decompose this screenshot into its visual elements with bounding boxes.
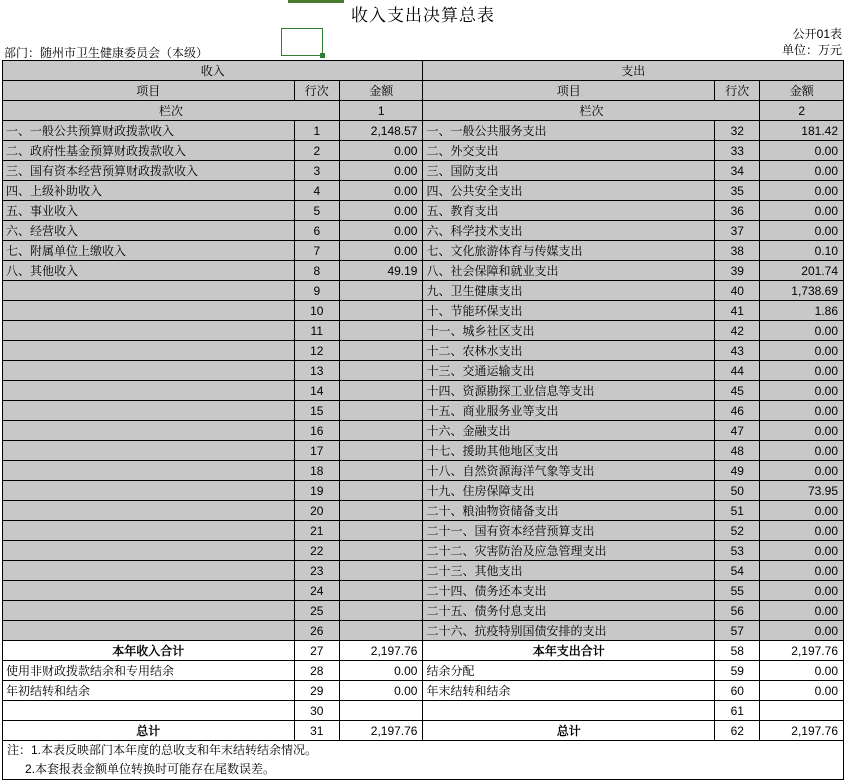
- cell-expense-amount[interactable]: 201.74: [760, 261, 844, 281]
- cell-income-item[interactable]: [3, 601, 295, 621]
- cell-expense-amount[interactable]: 1,738.69: [760, 281, 844, 301]
- cell-income-item[interactable]: 一、一般公共预算财政拨款收入: [3, 121, 295, 141]
- cell-expense-line[interactable]: 34: [715, 161, 760, 181]
- ref-number-income: 1: [340, 101, 423, 121]
- cell-expense-item[interactable]: 十四、资源勘探工业信息等支出: [423, 381, 715, 401]
- cell-expense-item[interactable]: [423, 701, 715, 721]
- cell-income-line[interactable]: 11: [294, 321, 339, 341]
- table-summary: [3, 641, 844, 741]
- cell-expense-item[interactable]: 十六、金融支出: [423, 421, 715, 441]
- cell-income-item[interactable]: 五、事业收入: [3, 201, 295, 221]
- table-row: [3, 361, 844, 381]
- table-row: [3, 561, 844, 581]
- cell-expense-line[interactable]: 57: [715, 621, 760, 641]
- cell-income-line[interactable]: 6: [294, 221, 339, 241]
- cell-income-item[interactable]: [3, 481, 295, 501]
- cell-income-line[interactable]: 18: [294, 461, 339, 481]
- cell-income-line[interactable]: 30: [294, 701, 339, 721]
- cell-income-item[interactable]: [3, 401, 295, 421]
- cell-expense-line[interactable]: 49: [715, 461, 760, 481]
- cell-expense-line[interactable]: 45: [715, 381, 760, 401]
- table-row: [3, 621, 844, 641]
- table-row: [3, 281, 844, 301]
- cell-expense-amount[interactable]: 0.00: [760, 621, 844, 641]
- cell-expense-amount[interactable]: 0.10: [760, 241, 844, 261]
- cell-expense-line[interactable]: 54: [715, 561, 760, 581]
- cell-income-amount[interactable]: 0.00: [340, 161, 423, 181]
- cell-expense-line[interactable]: 32: [715, 121, 760, 141]
- cell-income-line[interactable]: 13: [294, 361, 339, 381]
- table-row: [3, 601, 844, 621]
- cell-expense-amount[interactable]: 0.00: [760, 441, 844, 461]
- cell-expense-item[interactable]: 二十三、其他支出: [423, 561, 715, 581]
- cell-income-amount[interactable]: 0.00: [340, 141, 423, 161]
- cell-expense-item[interactable]: 十七、援助其他地区支出: [423, 441, 715, 461]
- cell-income-item[interactable]: [3, 581, 295, 601]
- cell-income-amount[interactable]: [340, 441, 423, 461]
- group-header-expense: 支出: [423, 61, 844, 81]
- cell-income-line[interactable]: 31: [294, 721, 339, 741]
- table-row: [3, 221, 844, 241]
- cell-expense-item[interactable]: 六、科学技术支出: [423, 221, 715, 241]
- budget-table: [2, 60, 844, 741]
- cell-income-item[interactable]: [3, 381, 295, 401]
- table-row: [3, 321, 844, 341]
- cell-income-line[interactable]: 29: [294, 681, 339, 701]
- table-row: [3, 341, 844, 361]
- cell-income-amount[interactable]: [340, 461, 423, 481]
- cell-income-line[interactable]: 14: [294, 381, 339, 401]
- cell-income-item[interactable]: 六、经营收入: [3, 221, 295, 241]
- notes-block: [2, 741, 844, 780]
- cell-income-line[interactable]: 19: [294, 481, 339, 501]
- cell-expense-amount[interactable]: 0.00: [760, 521, 844, 541]
- cell-income-line[interactable]: 23: [294, 561, 339, 581]
- table-row: [3, 121, 844, 141]
- cell-expense-line[interactable]: 43: [715, 341, 760, 361]
- col-header-income-amount: 金额: [340, 81, 423, 101]
- cell-expense-item[interactable]: 十一、城乡社区支出: [423, 321, 715, 341]
- cell-income-amount[interactable]: [340, 621, 423, 641]
- cell-income-line[interactable]: 2: [294, 141, 339, 161]
- cell-expense-item[interactable]: 结余分配: [423, 661, 715, 681]
- form-code: 公开01表: [792, 27, 842, 41]
- cell-expense-item[interactable]: 九、卫生健康支出: [423, 281, 715, 301]
- cell-income-amount[interactable]: 0.00: [340, 681, 423, 701]
- cell-income-line[interactable]: 9: [294, 281, 339, 301]
- cell-income-amount[interactable]: [340, 361, 423, 381]
- cell-income-item[interactable]: 本年收入合计: [3, 641, 295, 661]
- cell-income-item[interactable]: 二、政府性基金预算财政拨款收入: [3, 141, 295, 161]
- cell-expense-item[interactable]: 七、文化旅游体育与传媒支出: [423, 241, 715, 261]
- cell-expense-line[interactable]: 47: [715, 421, 760, 441]
- cell-income-line[interactable]: 4: [294, 181, 339, 201]
- cell-expense-amount[interactable]: 0.00: [760, 501, 844, 521]
- cell-income-amount[interactable]: 0.00: [340, 181, 423, 201]
- cell-expense-line[interactable]: 58: [715, 641, 760, 661]
- cell-income-line[interactable]: 1: [294, 121, 339, 141]
- cell-income-amount[interactable]: 0.00: [340, 661, 423, 681]
- cell-income-line[interactable]: 21: [294, 521, 339, 541]
- cell-expense-item[interactable]: 二十一、国有资本经营预算支出: [423, 521, 715, 541]
- cell-income-line[interactable]: 3: [294, 161, 339, 181]
- cell-income-amount[interactable]: [340, 321, 423, 341]
- cell-expense-item[interactable]: 二十、粮油物资储备支出: [423, 501, 715, 521]
- cell-expense-line[interactable]: 39: [715, 261, 760, 281]
- ref-label-expense: 栏次: [423, 101, 760, 121]
- cell-income-line[interactable]: 7: [294, 241, 339, 261]
- cell-expense-amount[interactable]: 73.95: [760, 481, 844, 501]
- cell-income-item[interactable]: [3, 461, 295, 481]
- cell-income-item[interactable]: [3, 541, 295, 561]
- cell-income-amount[interactable]: 0.00: [340, 201, 423, 221]
- cell-income-line[interactable]: 5: [294, 201, 339, 221]
- cell-expense-amount[interactable]: 2,197.76: [760, 721, 844, 741]
- cell-expense-item[interactable]: 二十二、灾害防治及应急管理支出: [423, 541, 715, 561]
- cell-income-line[interactable]: 27: [294, 641, 339, 661]
- header-right-block: [782, 26, 842, 58]
- cell-income-amount[interactable]: [340, 481, 423, 501]
- cell-expense-amount[interactable]: 0.00: [760, 541, 844, 561]
- cell-expense-amount[interactable]: 0.00: [760, 201, 844, 221]
- cell-income-amount[interactable]: [340, 341, 423, 361]
- cell-expense-amount[interactable]: 0.00: [760, 141, 844, 161]
- cell-expense-amount[interactable]: 0.00: [760, 321, 844, 341]
- table-row: [3, 201, 844, 221]
- cell-income-line[interactable]: 20: [294, 501, 339, 521]
- table-column-header-row: [3, 81, 844, 101]
- cell-expense-item[interactable]: 二十四、债务还本支出: [423, 581, 715, 601]
- cell-expense-line[interactable]: 44: [715, 361, 760, 381]
- cell-expense-line[interactable]: 36: [715, 201, 760, 221]
- cell-expense-line[interactable]: 60: [715, 681, 760, 701]
- cell-expense-amount[interactable]: 0.00: [760, 561, 844, 581]
- table-row: [3, 501, 844, 521]
- cell-expense-amount[interactable]: [760, 701, 844, 721]
- cell-income-line[interactable]: 16: [294, 421, 339, 441]
- cell-expense-amount[interactable]: 0.00: [760, 221, 844, 241]
- cell-expense-amount[interactable]: 0.00: [760, 381, 844, 401]
- cell-expense-line[interactable]: 53: [715, 541, 760, 561]
- table-row: [3, 261, 844, 281]
- cell-income-amount[interactable]: 2,148.57: [340, 121, 423, 141]
- cell-expense-item[interactable]: 十二、农林水支出: [423, 341, 715, 361]
- table-row: [3, 581, 844, 601]
- cell-selection-box[interactable]: [281, 28, 323, 56]
- cell-expense-amount[interactable]: 0.00: [760, 581, 844, 601]
- cell-income-item[interactable]: [3, 621, 295, 641]
- table-row: [3, 421, 844, 441]
- table-row: [3, 301, 844, 321]
- cell-expense-amount[interactable]: 0.00: [760, 421, 844, 441]
- cell-expense-item[interactable]: 十三、交通运输支出: [423, 361, 715, 381]
- meta-row: [0, 26, 846, 60]
- cell-income-item[interactable]: 三、国有资本经营预算财政拨款收入: [3, 161, 295, 181]
- title-row: [0, 0, 846, 26]
- cell-income-amount[interactable]: [340, 701, 423, 721]
- table-summary-row: [3, 721, 844, 741]
- table-ref-row: [3, 101, 844, 121]
- table-row: [3, 241, 844, 261]
- cell-expense-amount[interactable]: 0.00: [760, 601, 844, 621]
- cell-income-line[interactable]: 17: [294, 441, 339, 461]
- cell-expense-line[interactable]: 41: [715, 301, 760, 321]
- cell-income-item[interactable]: [3, 701, 295, 721]
- cell-expense-item[interactable]: 三、国防支出: [423, 161, 715, 181]
- cell-expense-line[interactable]: 35: [715, 181, 760, 201]
- cell-income-item[interactable]: [3, 521, 295, 541]
- cell-expense-amount[interactable]: 181.42: [760, 121, 844, 141]
- cell-income-item[interactable]: [3, 321, 295, 341]
- cell-income-line[interactable]: 8: [294, 261, 339, 281]
- cell-income-amount[interactable]: [340, 421, 423, 441]
- table-group-header-row: [3, 61, 844, 81]
- cell-expense-amount[interactable]: 0.00: [760, 461, 844, 481]
- cell-income-amount[interactable]: [340, 521, 423, 541]
- table-body: [3, 121, 844, 641]
- cell-income-amount[interactable]: [340, 281, 423, 301]
- cell-expense-line[interactable]: 56: [715, 601, 760, 621]
- cell-income-line[interactable]: 10: [294, 301, 339, 321]
- cell-expense-amount[interactable]: 0.00: [760, 681, 844, 701]
- table-row: [3, 161, 844, 181]
- cell-expense-amount[interactable]: 0.00: [760, 341, 844, 361]
- selection-marker: [288, 0, 344, 3]
- ref-number-expense: 2: [760, 101, 844, 121]
- note-line: 注：1.本表反映部门本年度的总收支和年末结转结余情况。: [3, 741, 843, 760]
- table-summary-row: [3, 681, 844, 701]
- cell-income-line[interactable]: 22: [294, 541, 339, 561]
- cell-expense-item[interactable]: 十、节能环保支出: [423, 301, 715, 321]
- cell-expense-item[interactable]: 二十六、抗疫特别国债安排的支出: [423, 621, 715, 641]
- col-header-expense-item: 项目: [423, 81, 715, 101]
- cell-expense-line[interactable]: 50: [715, 481, 760, 501]
- cell-income-amount[interactable]: [340, 401, 423, 421]
- cell-income-item[interactable]: 八、其他收入: [3, 261, 295, 281]
- cell-income-item[interactable]: 使用非财政拨款结余和专用结余: [3, 661, 295, 681]
- cell-expense-amount[interactable]: 2,197.76: [760, 641, 844, 661]
- cell-expense-item[interactable]: 五、教育支出: [423, 201, 715, 221]
- col-header-expense-line: 行次: [715, 81, 760, 101]
- cell-expense-amount[interactable]: 0.00: [760, 161, 844, 181]
- table-row: [3, 441, 844, 461]
- cell-income-amount[interactable]: [340, 601, 423, 621]
- department-label: 部门：随州市卫生健康委员会（本级）: [4, 46, 209, 60]
- table-row: [3, 381, 844, 401]
- cell-income-item[interactable]: 年初结转和结余: [3, 681, 295, 701]
- cell-income-amount[interactable]: 0.00: [340, 241, 423, 261]
- cell-expense-line[interactable]: 61: [715, 701, 760, 721]
- cell-expense-line[interactable]: 42: [715, 321, 760, 341]
- cell-income-item[interactable]: [3, 301, 295, 321]
- cell-expense-line[interactable]: 51: [715, 501, 760, 521]
- cell-income-amount[interactable]: 2,197.76: [340, 641, 423, 661]
- cell-income-item[interactable]: 四、上级补助收入: [3, 181, 295, 201]
- group-header-income: 收入: [3, 61, 423, 81]
- cell-expense-amount[interactable]: 0.00: [760, 181, 844, 201]
- cell-expense-item[interactable]: 一、一般公共服务支出: [423, 121, 715, 141]
- cell-expense-line[interactable]: 46: [715, 401, 760, 421]
- cell-expense-item[interactable]: 本年支出合计: [423, 641, 715, 661]
- cell-income-item[interactable]: [3, 361, 295, 381]
- cell-income-amount[interactable]: [340, 541, 423, 561]
- cell-income-item[interactable]: [3, 441, 295, 461]
- cell-expense-amount[interactable]: 0.00: [760, 361, 844, 381]
- amount-unit: 单位：万元: [781, 43, 842, 57]
- cell-expense-item[interactable]: 二、外交支出: [423, 141, 715, 161]
- cell-expense-amount[interactable]: 0.00: [760, 661, 844, 681]
- cell-income-item[interactable]: [3, 561, 295, 581]
- table-summary-row: [3, 661, 844, 681]
- cell-expense-item[interactable]: 四、公共安全支出: [423, 181, 715, 201]
- cell-income-amount[interactable]: [340, 301, 423, 321]
- col-header-income-item: 项目: [3, 81, 295, 101]
- cell-income-item[interactable]: [3, 341, 295, 361]
- cell-income-line[interactable]: 12: [294, 341, 339, 361]
- table-row: [3, 541, 844, 561]
- cell-income-line[interactable]: 28: [294, 661, 339, 681]
- cell-expense-line[interactable]: 37: [715, 221, 760, 241]
- table-row: [3, 461, 844, 481]
- table-summary-row: [3, 701, 844, 721]
- note-line: 2.本套报表金额单位转换时可能存在尾数误差。: [3, 760, 843, 779]
- cell-income-amount[interactable]: [340, 381, 423, 401]
- table-row: [3, 521, 844, 541]
- cell-expense-item[interactable]: 十五、商业服务业等支出: [423, 401, 715, 421]
- ref-label-income: 栏次: [3, 101, 340, 121]
- cell-income-line[interactable]: 26: [294, 621, 339, 641]
- cell-expense-item[interactable]: 十八、自然资源海洋气象等支出: [423, 461, 715, 481]
- cell-income-line[interactable]: 24: [294, 581, 339, 601]
- cell-expense-line[interactable]: 33: [715, 141, 760, 161]
- cell-expense-line[interactable]: 40: [715, 281, 760, 301]
- cell-expense-item[interactable]: 年末结转和结余: [423, 681, 715, 701]
- cell-expense-line[interactable]: 55: [715, 581, 760, 601]
- cell-expense-line[interactable]: 52: [715, 521, 760, 541]
- cell-expense-item[interactable]: 八、社会保障和就业支出: [423, 261, 715, 281]
- cell-expense-amount[interactable]: 0.00: [760, 401, 844, 421]
- page-title: 收入支出决算总表: [351, 5, 495, 25]
- cell-expense-line[interactable]: 38: [715, 241, 760, 261]
- table-row: [3, 481, 844, 501]
- cell-expense-item[interactable]: 二十五、债务付息支出: [423, 601, 715, 621]
- cell-income-line[interactable]: 15: [294, 401, 339, 421]
- table-row: [3, 401, 844, 421]
- cell-expense-line[interactable]: 62: [715, 721, 760, 741]
- cell-income-item[interactable]: [3, 421, 295, 441]
- cell-income-line[interactable]: 25: [294, 601, 339, 621]
- cell-income-item[interactable]: 总计: [3, 721, 295, 741]
- cell-expense-amount[interactable]: 1.86: [760, 301, 844, 321]
- col-header-income-line: 行次: [294, 81, 339, 101]
- table-row: [3, 181, 844, 201]
- cell-income-amount[interactable]: [340, 561, 423, 581]
- col-header-expense-amount: 金额: [760, 81, 844, 101]
- cell-income-amount[interactable]: [340, 501, 423, 521]
- cell-expense-item[interactable]: 十九、住房保障支出: [423, 481, 715, 501]
- cell-income-item[interactable]: [3, 501, 295, 521]
- table-summary-row: [3, 641, 844, 661]
- cell-income-amount[interactable]: 0.00: [340, 221, 423, 241]
- table-row: [3, 141, 844, 161]
- cell-expense-line[interactable]: 48: [715, 441, 760, 461]
- cell-expense-line[interactable]: 59: [715, 661, 760, 681]
- cell-income-amount[interactable]: [340, 581, 423, 601]
- cell-income-amount[interactable]: 49.19: [340, 261, 423, 281]
- cell-income-amount[interactable]: 2,197.76: [340, 721, 423, 741]
- cell-expense-item[interactable]: 总计: [423, 721, 715, 741]
- cell-income-item[interactable]: 七、附属单位上缴收入: [3, 241, 295, 261]
- cell-income-item[interactable]: [3, 281, 295, 301]
